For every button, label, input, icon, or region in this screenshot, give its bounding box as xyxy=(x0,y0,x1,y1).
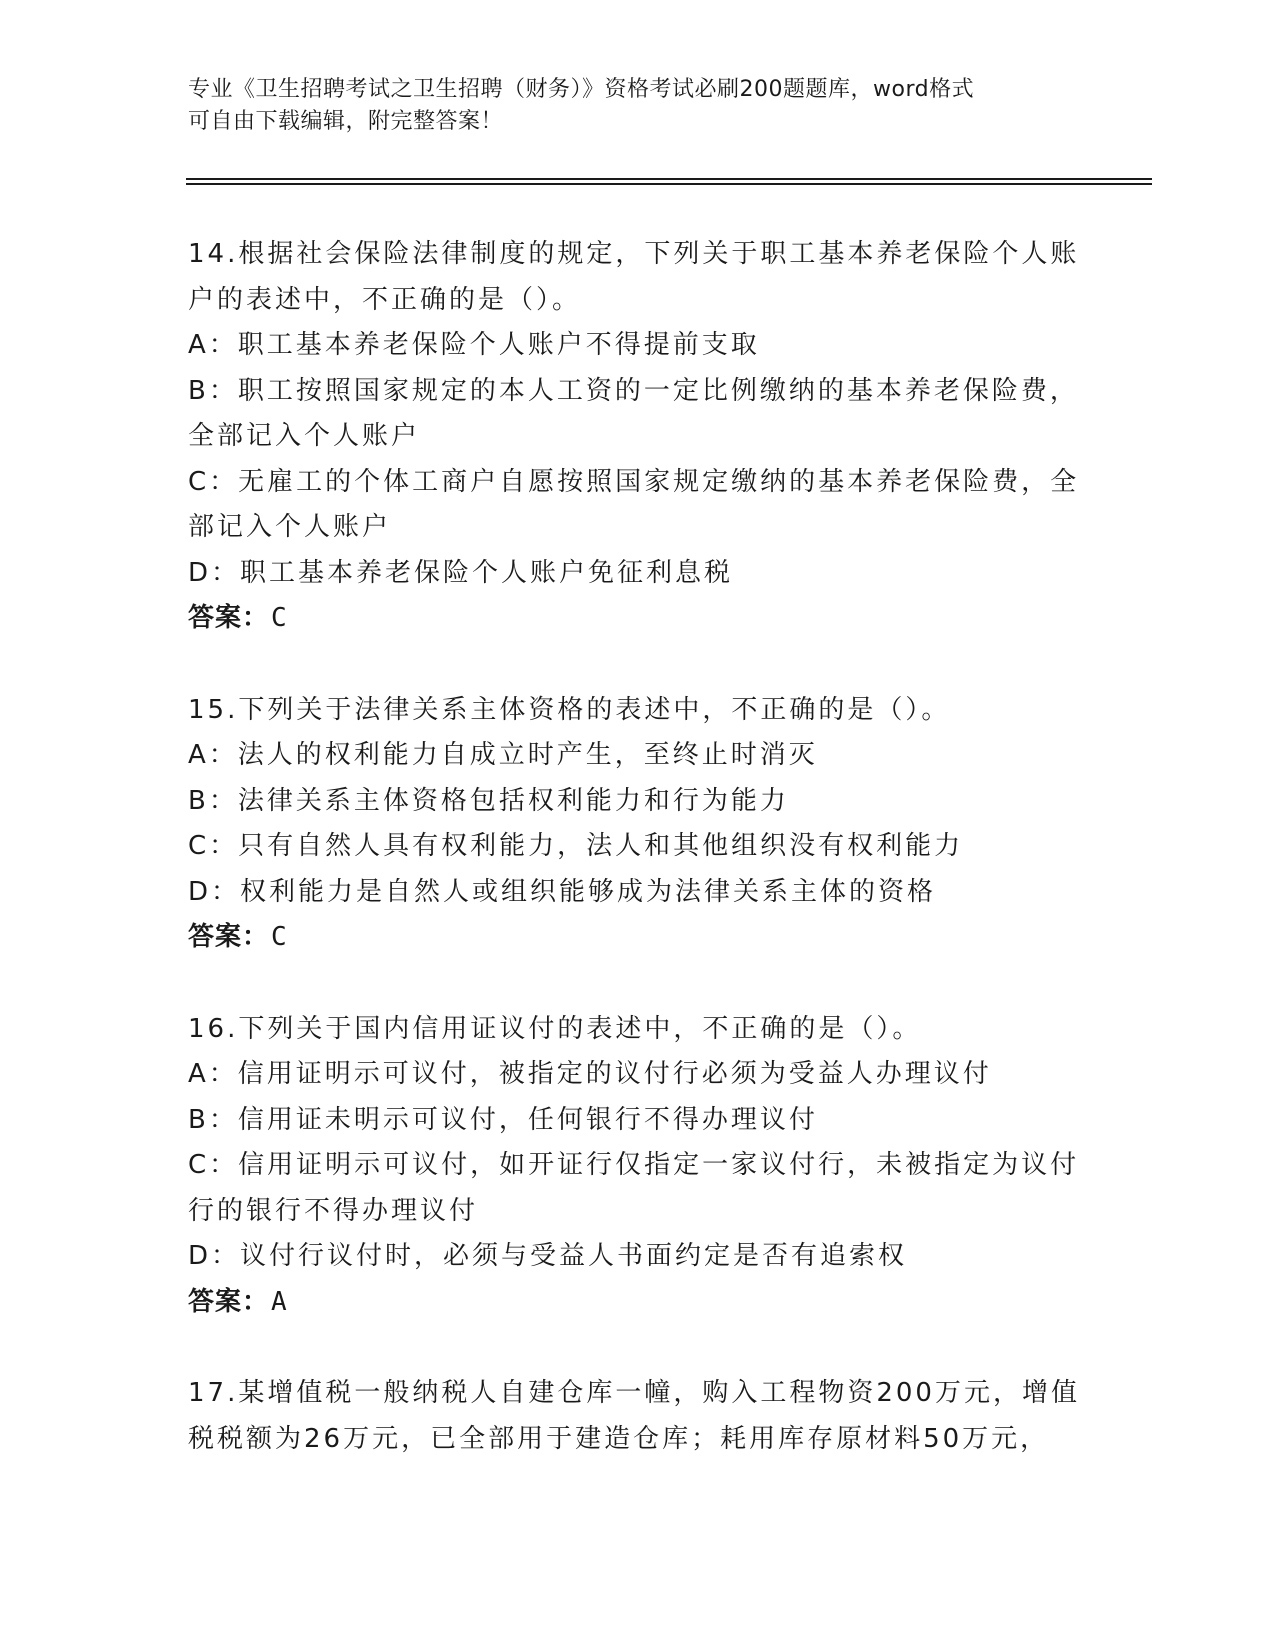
question-text-line: A：法人的权利能力自成立时产生，至终止时消灭 xyxy=(188,740,818,770)
question-text-line: 全部记入个人账户 xyxy=(188,421,421,451)
question-text-line: A：职工基本养老保险个人账户不得提前支取 xyxy=(188,330,760,360)
question-text-line: C：只有自然人具有权利能力，法人和其他组织没有权利能力 xyxy=(188,831,964,861)
question-text-line: D：议付行议付时，必须与受益人书面约定是否有追索权 xyxy=(188,1241,908,1271)
question-text-line: B：法律关系主体资格包括权利能力和行为能力 xyxy=(188,785,789,816)
question-text-line: D：职工基本养老保险个人账户免征利息税 xyxy=(188,557,734,588)
header-line-1: 专业《卫生招聘考试之卫生招聘（财务）》资格考试必刷200题题库，word格式 xyxy=(188,77,975,102)
question-text-line: 行的银行不得办理议付 xyxy=(188,1195,479,1226)
question-text-line: 15.下列关于法律关系主体资格的表述中，不正确的是（）。 xyxy=(188,694,951,725)
answer-line xyxy=(188,1280,1088,1326)
question-text-line: 户的表述中，不正确的是（）。 xyxy=(188,284,582,315)
document-header xyxy=(188,74,1088,138)
question-block xyxy=(188,1371,1088,1462)
question-block xyxy=(188,1007,1088,1326)
question-text-line: C：无雇工的个体工商户自愿按照国家规定缴纳的基本养老保险费，全 xyxy=(188,466,1080,497)
answer-value: A xyxy=(271,1286,287,1317)
question-text-line: A：信用证明示可议付，被指定的议付行必须为受益人办理议付 xyxy=(188,1059,992,1089)
answer-value: C xyxy=(271,603,287,633)
header-rule-top xyxy=(186,178,1152,180)
question-text-line: 14.根据社会保险法律制度的规定，下列关于职工基本养老保险个人账 xyxy=(188,239,1080,269)
question-block xyxy=(188,232,1088,642)
question-text-line: 17.某增值税一般纳税人自建仓库一幢，购入工程物资200万元，增值 xyxy=(188,1378,1080,1408)
question-text-line: 部记入个人账户 xyxy=(188,512,392,542)
question-block xyxy=(188,688,1088,961)
question-text-line: 16.下列关于国内信用证议付的表述中，不正确的是（）。 xyxy=(188,1013,922,1044)
question-list xyxy=(188,232,1088,1508)
answer-value: C xyxy=(271,922,287,952)
answer-label: 答案： xyxy=(188,603,270,633)
header-line-2: 可自由下载编辑，附完整答案！ xyxy=(188,109,504,134)
question-text-line: 税税额为26万元，已全部用于建造仓库；耗用库存原材料50万元， xyxy=(188,1423,1050,1454)
question-text-line: C：信用证明示可议付，如开证行仅指定一家议付行，未被指定为议付 xyxy=(188,1150,1080,1180)
question-text-line: D：权利能力是自然人或组织能够成为法律关系主体的资格 xyxy=(188,876,937,907)
answer-line xyxy=(188,596,1088,642)
question-text-line: B：职工按照国家规定的本人工资的一定比例缴纳的基本养老保险费， xyxy=(188,375,1079,406)
answer-label: 答案： xyxy=(188,1286,270,1317)
answer-label: 答案： xyxy=(188,922,270,952)
question-text-line: B：信用证未明示可议付，任何银行不得办理议付 xyxy=(188,1104,818,1135)
answer-line xyxy=(188,915,1088,961)
header-rule-bottom xyxy=(186,183,1152,185)
